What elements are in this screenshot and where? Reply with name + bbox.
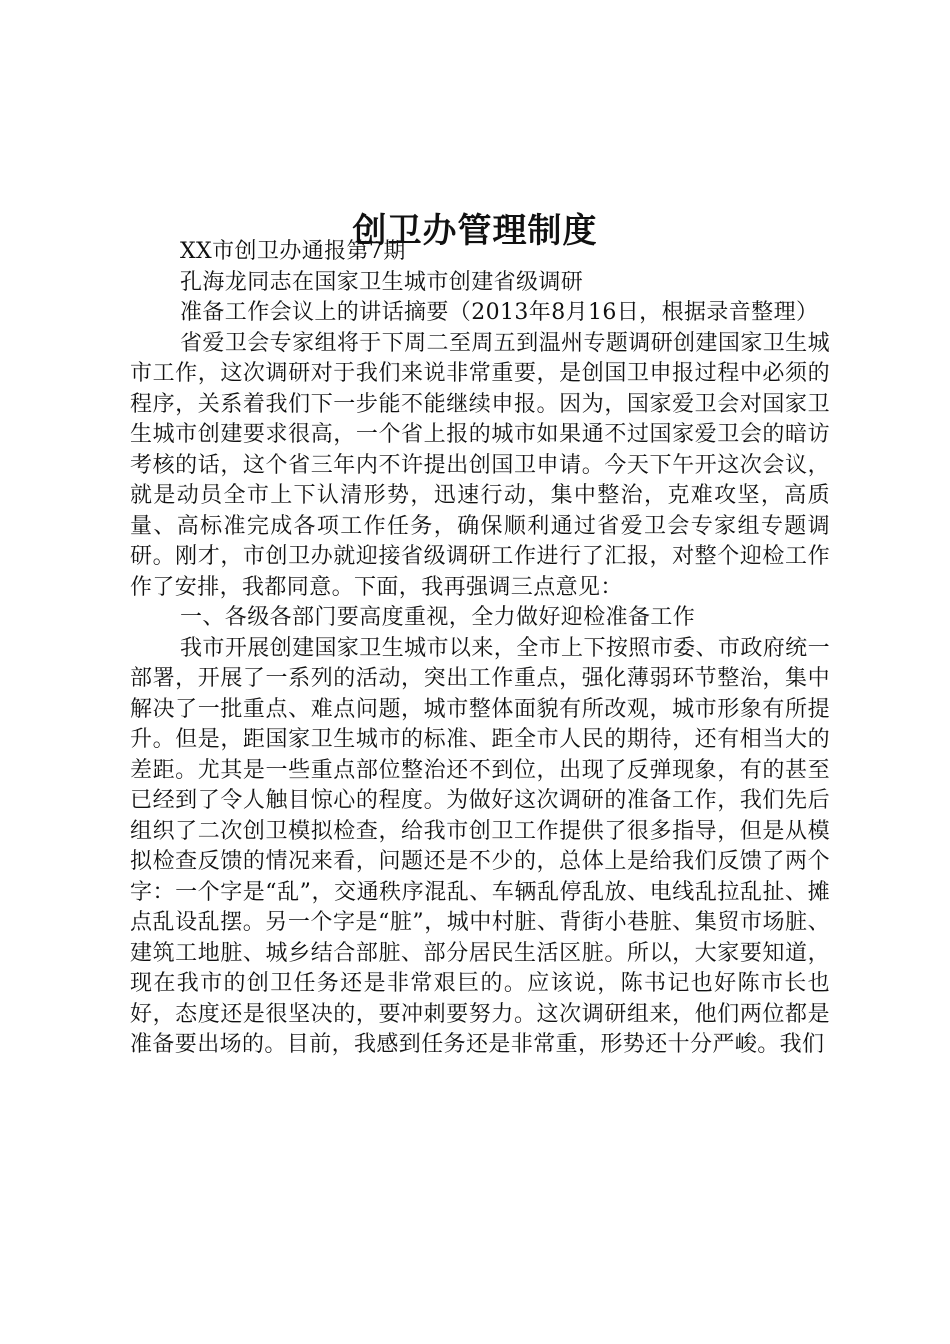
speech-heading-line-1: 孔海龙同志在国家卫生城市创建省级调研 [180, 269, 584, 295]
document-title: 创卫办管理制度 [352, 210, 598, 251]
body-paragraph-intro: 省爱卫会专家组将于下周二至周五到温州专题调研创建国家卫生城市工作，这次调研对于我们来说非常重要，是创国卫申报过程中必须的程序，关系着我们下一步能不能继续申报。因为，国家爱卫会对国家卫生城市创建要求很高，一个省上报的城市如果通不过国家爱卫会的暗访考核的话，这个省三年内不许提出创国卫申请。今天下午开这次会议，就是动员全市上下认清形势，迅速行动，集中整治，克难攻坚，高质量、高标准完成各项工作任务，确保顺利通过省爱卫会专家组专题调研。刚才，市创卫办就迎接省级调研工作进行了汇报，对整个迎检工作作了安排，我都同意。下面，我再强调三点意见： [130, 330, 830, 600]
speech-heading-line-2: 准备工作会议上的讲话摘要（2013年8月16日，根据录音整理） [180, 300, 819, 325]
bulletin-number: XX市创卫办通报第7期 [180, 239, 406, 264]
body-paragraph-section-1: 我市开展创建国家卫生城市以来，全市上下按照市委、市政府统一部署，开展了一系列的活动，突出工作重点，强化薄弱环节整治，集中解决了一批重点、难点问题，城市整体面貌有所改观，城市形象有所提升。但是，距国家卫生城市的标准、距全市人民的期待，还有相当大的差距。尤其是一些重点部位整治还不到位，出现了反弹现象，有的甚至已经到了令人触目惊心的程度。为做好这次调研的准备工作，我们先后组织了二次创卫模拟检查，给我市创卫工作提供了很多指导，但是从模拟检查反馈的情况来看，问题还是不少的，总体上是给我们反馈了两个字：一个字是“乱”，交通秩序混乱、车辆乱停乱放、电线乱拉乱扯、摊点乱设乱摆。另一个字是“脏”，城中村脏、背街小巷脏、集贸市场脏、建筑工地脏、城乡结合部脏、部分居民生活区脏。所以，大家要知道，现在我市的创卫任务还是非常艰巨的。应该说，陈书记也好陈市长也好，态度还是很坚决的，要冲刺要努力。这次调研组来，他们两位都是准备要出场的。目前，我感到任务还是非常重，形势还十分严峻。我们 [130, 635, 830, 1057]
section-heading-1: 一、各级各部门要高度重视，全力做好迎检准备工作 [180, 605, 696, 630]
document-body [130, 237, 830, 1061]
